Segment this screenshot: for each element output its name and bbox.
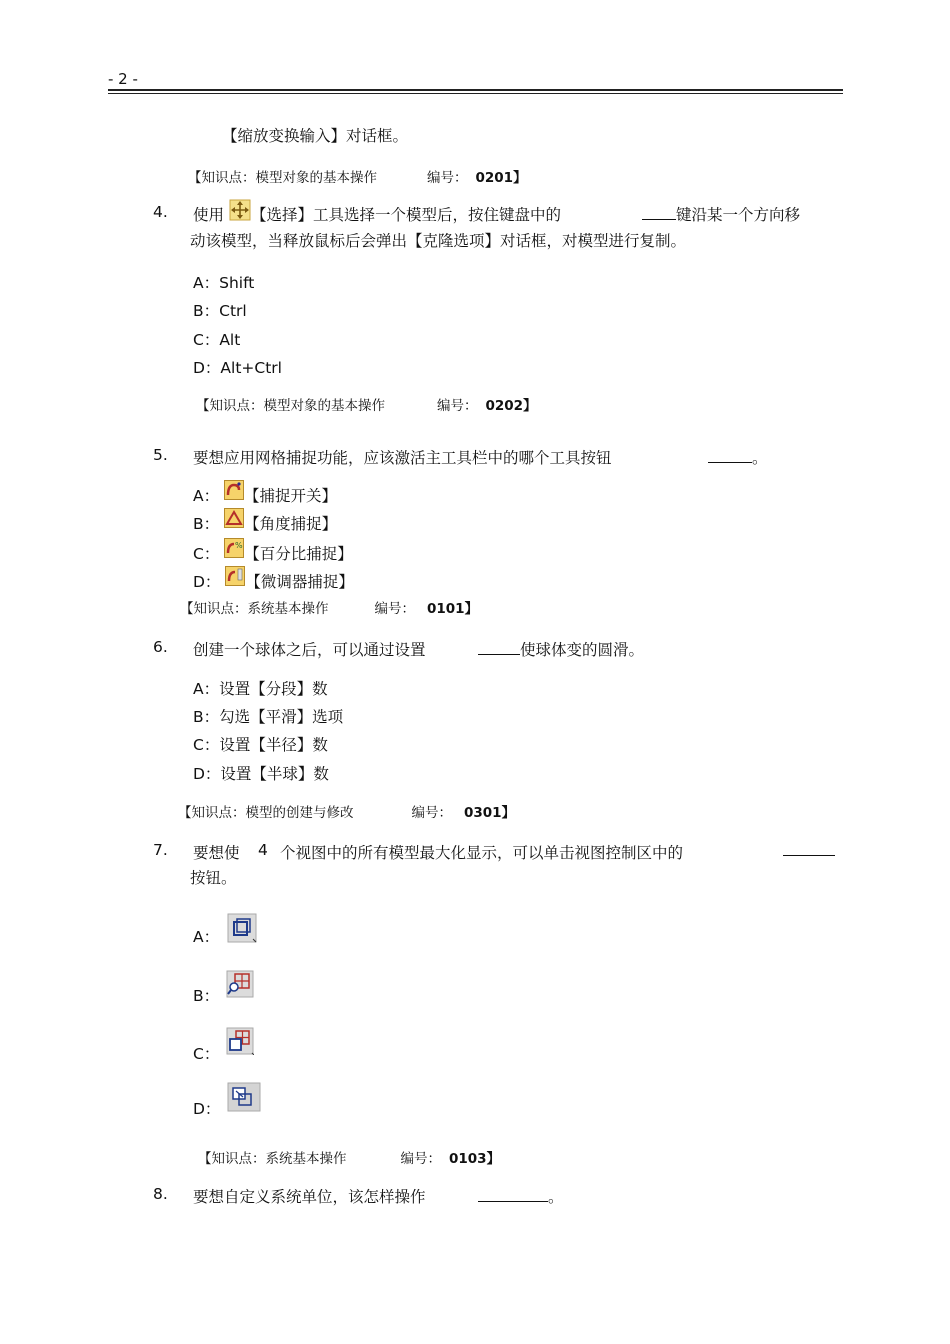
question-7-text-a: 要想使 [193,844,240,862]
continued-text: 【缩放变换输入】对话框。 [222,127,409,145]
q4-text-b: 【选择】工具选择一个模型后，按住键盘中的 [250,206,561,224]
angle-snap-icon [224,508,244,532]
answer-blank [478,640,520,655]
question-4-line2: 动该模型，当释放鼠标后会弹出【克隆选项】对话框，对模型进行复制。 [190,232,687,250]
maximize-viewport-icon [227,1082,261,1116]
option-label: B： [193,515,220,533]
option-text: 【角度捕捉】 [244,515,338,533]
q6-text-b: 使球体变的圆滑。 [520,641,645,659]
kp-label: 【知识点：模型对象的基本操作 [196,398,385,414]
question-7-blank [783,841,835,860]
kp-close: 】 [464,601,479,617]
option-label: A： [193,487,220,505]
q5-option-a [193,484,337,506]
zoom-extents-all-icon [227,913,257,947]
kp-number-label: 编号： [427,170,468,186]
option-label: D： [193,573,221,591]
question-8-text: 要想自定义系统单位，该怎样操作 [193,1188,426,1206]
option-text: 【捕捉开关】 [244,487,338,505]
q7-option-b-label: B： [193,987,220,1005]
answer-blank [478,1187,548,1202]
kp-number: 0301 [464,805,502,821]
knowledge-point-0101 [180,597,478,617]
q5-end: 。 [752,449,768,467]
kp-number: 0101 [427,601,465,617]
question-8-blank [478,1185,564,1207]
question-5-text: 要想应用网格捕捉功能，应该激活主工具栏中的哪个工具按钮 [193,449,612,467]
knowledge-point-0202 [196,394,537,414]
kp-close: 】 [501,805,516,821]
option-text: 【微调器捕捉】 [245,573,354,591]
answer-blank [783,841,835,856]
q7-option-d-label: D： [193,1100,221,1118]
knowledge-point-0201 [188,166,527,186]
kp-number-label: 编号： [374,601,415,617]
question-7-number-4: 4 [258,841,268,859]
q5-option-b [193,512,337,534]
q4-option-b: B：Ctrl [193,302,247,320]
question-7-line2: 按钮。 [190,869,237,887]
question-4-line1-end [642,203,800,225]
q6-option-b: B：勾选【平滑】选项 [193,708,344,726]
knowledge-point-0301 [178,801,515,821]
q4-text-c: 键沿某一个方向移 [676,206,801,224]
q4-text-a: 使用 [193,206,225,224]
spinner-snap-icon [225,566,245,590]
kp-number-label: 编号： [400,1151,441,1167]
option-label: C： [193,545,220,563]
kp-number: 0202 [485,398,524,414]
kp-label: 【知识点：模型对象的基本操作 [188,170,377,186]
kp-label: 【知识点：模型的创建与修改 [178,805,354,821]
q4-option-d: D：Alt+Ctrl [193,359,282,377]
kp-number-label: 编号： [411,805,452,821]
question-7-text-b: 个视图中的所有模型最大化显示，可以单击视图控制区中的 [280,844,684,862]
snap-toggle-icon [224,480,244,504]
q7-option-c-label: C： [193,1045,220,1063]
kp-number: 0103 [449,1151,487,1167]
q4-option-a: A：Shift [193,274,255,292]
question-8-number: 8. [153,1185,168,1203]
header-rule-thin [108,93,843,94]
q5-option-c [193,542,353,564]
question-5-blank [708,446,768,468]
q6-option-d: D：设置【半球】数 [193,765,329,783]
question-4-number: 4. [153,203,168,221]
q8-end: 。 [548,1188,564,1206]
answer-blank [642,205,676,220]
kp-close: 】 [486,1151,501,1167]
zoom-extents-all-selected-icon [226,1027,254,1059]
header-rule-thick [108,89,843,91]
q4-option-c: C：Alt [193,331,241,349]
q5-option-d [193,570,354,592]
svg-text:%: % [235,540,243,550]
kp-label: 【知识点：系统基本操作 [198,1151,347,1167]
kp-close: 】 [513,170,527,186]
question-6-number: 6. [153,638,168,656]
kp-close: 】 [523,398,537,414]
knowledge-point-0103 [198,1147,500,1167]
question-4-line1 [193,203,561,225]
answer-blank [708,448,752,463]
percent-snap-icon [224,538,244,562]
page-number: - 2 - [108,70,138,88]
q6-option-a: A：设置【分段】数 [193,680,328,698]
question-7-number: 7. [153,841,168,859]
question-6-text-a: 创建一个球体之后，可以通过设置 [193,641,426,659]
kp-number-label: 编号： [437,398,478,414]
zoom-region-icon [226,970,254,1002]
question-6-text-b [478,638,644,660]
kp-number: 0201 [475,170,514,186]
option-text: 【百分比捕捉】 [244,545,353,563]
select-and-move-icon [229,199,251,225]
q7-option-a-label: A： [193,928,220,946]
question-5-number: 5. [153,446,168,464]
q6-option-c: C：设置【半径】数 [193,736,328,754]
kp-label: 【知识点：系统基本操作 [180,601,329,617]
